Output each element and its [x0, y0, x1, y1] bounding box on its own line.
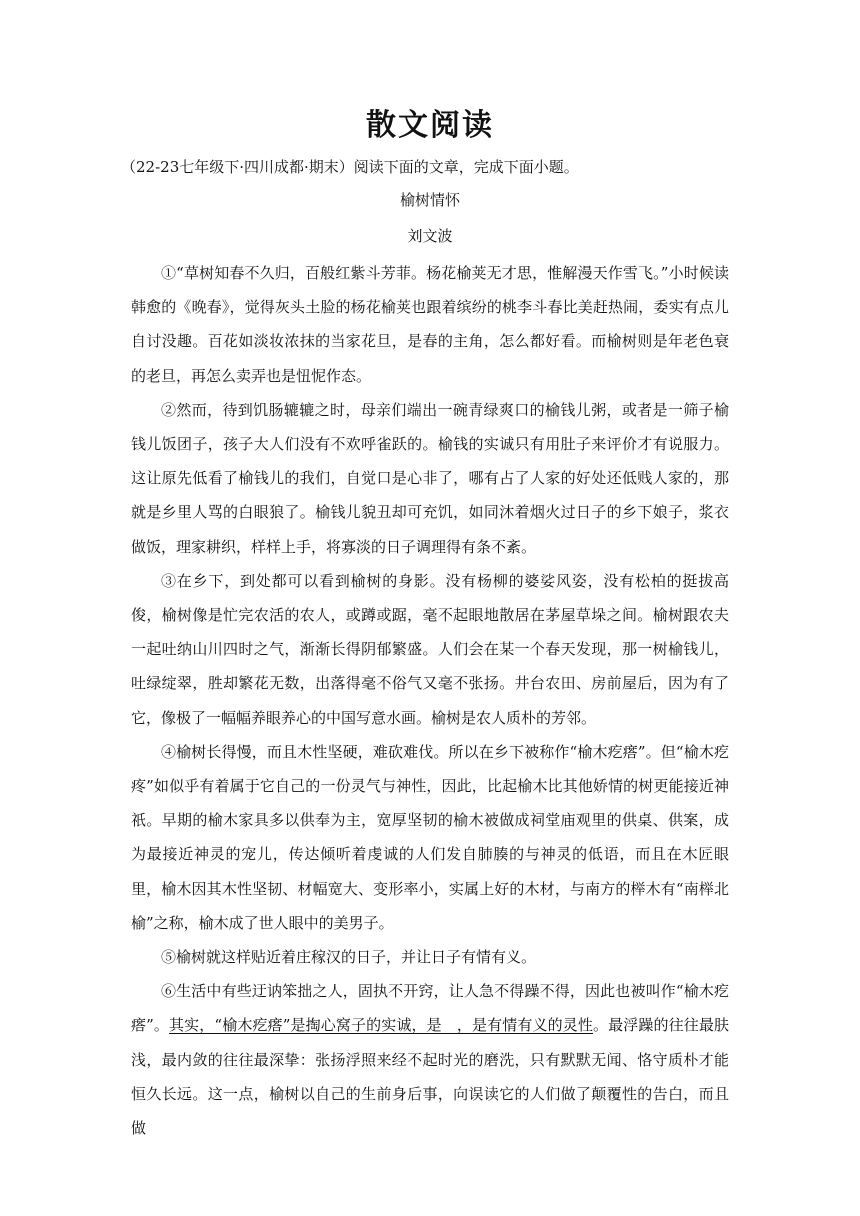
paragraph-6-lead: ⑥生活中有些迂讷笨拙之人，固执不开窍，让人急不得躁不得，因此也被叫作“榆木疙瘩”。: [131, 982, 729, 1035]
essay-title: 榆树情怀: [399, 191, 460, 209]
paragraph-2: ②然而，待到饥肠辘辘之时，母亲们端出一碗青绿爽口的榆钱儿粥，或者是一筛子榆钱儿饭团子，孩子大人们没有不欢呼雀跃的。榆钱的实诚只有用肚子来评价才有说服力。这让原先低看了榆钱儿的我们，自觉口是心非了，哪有占了人家的好处还低贱人家的，那就是乡里人骂的白眼狼了。榆钱儿貌丑却可充饥，如同沐着烟火过日子的乡下娘子，浆衣做饭，理家耕织，样样上手，将寡淡的日子调理得有条不紊。: [131, 400, 729, 556]
paragraph-6-rest: 。最浮躁的往往最肤浅，最内敛的往往最深挚：张扬浮照来经不起时光的磨洗，只有默默无闻、恪守质朴才能恒久长远。这一点，榆树以自己的生前身后事，向误读它的人们做了颠覆性的告白，而且做: [131, 1016, 729, 1138]
paragraph-4: ④榆树长得慢，而且木性坚硬，难砍难伐。所以在乡下被称作“榆木疙瘩”。但“榆木疙疼”如似乎有着属于它自己的一份灵气与神性，因此，比起榆木比其他娇情的树更能接近神祇。早期的榆木家具多以供奉为主，宽厚坚韧的榆木被做成祠堂庙观里的供桌、供案，成为最接近神灵的宠儿，传达倾听着虔诚的人们发自肺腠的与神灵的低语，而且在木匠眼里，榆木因其木性坚韧、材幅宽大、变形率小，实属上好的木材，与南方的榉木有“南榉北榆”之称，榆木成了世人眼中的美男子。: [131, 742, 729, 932]
paragraph-3: ③在乡下，到处都可以看到榆树的身影。没有杨柳的婆娑风姿，没有松柏的挺拔高俊，榆树像是忙完农活的农人，或蹲或踞，毫不起眼地散居在茅屋草垛之间。榆树跟农夫一起吐纳山川四时之气，渐渐长得阴郁繁盛。人们会在某一个春天发现，那一树榆钱儿，吐绿绽翠，胜却繁花无数，出落得毫不俗气又毫不张扬。井台农田、房前屋后，因为有了它，像极了一幅幅养眼养心的中国写意水画。榆树是农人质朴的芳邻。: [131, 571, 729, 727]
paragraph-6: [131, 974, 729, 1145]
question-source: （22-23七年级下·四川成都·期末）阅读下面的文章，完成下面小题。: [121, 158, 579, 176]
paragraph-5: ⑤榆树就这样贴近着庄稼汉的日子，并让日子有情有义。: [161, 948, 537, 967]
paragraph-6-underlined-sentence: 其实，“榆木疙瘩”是掏心窝子的实诚，是 ，是有情有义的灵性: [169, 1016, 593, 1035]
paragraph-1: ①“草树知春不久归，百般红紫斗芳菲。杨花榆荚无才思，惟解漫天作雪飞。”小时候读韩愈的《晚春》，觉得灰头土脸的杨花榆荚也跟着缤纷的桃李斗春比美赶热闹，委实有点儿自讨没趣。百花如淡妆浓抹的当家花旦，是春的主角，怎么都好看。而榆树则是年老色衰的老旦，再怎么卖弄也是忸怩作态。: [131, 264, 729, 385]
essay-body: [131, 256, 729, 1145]
page-title: 散文阅读: [366, 108, 494, 143]
essay-author: 刘文波: [407, 227, 453, 245]
